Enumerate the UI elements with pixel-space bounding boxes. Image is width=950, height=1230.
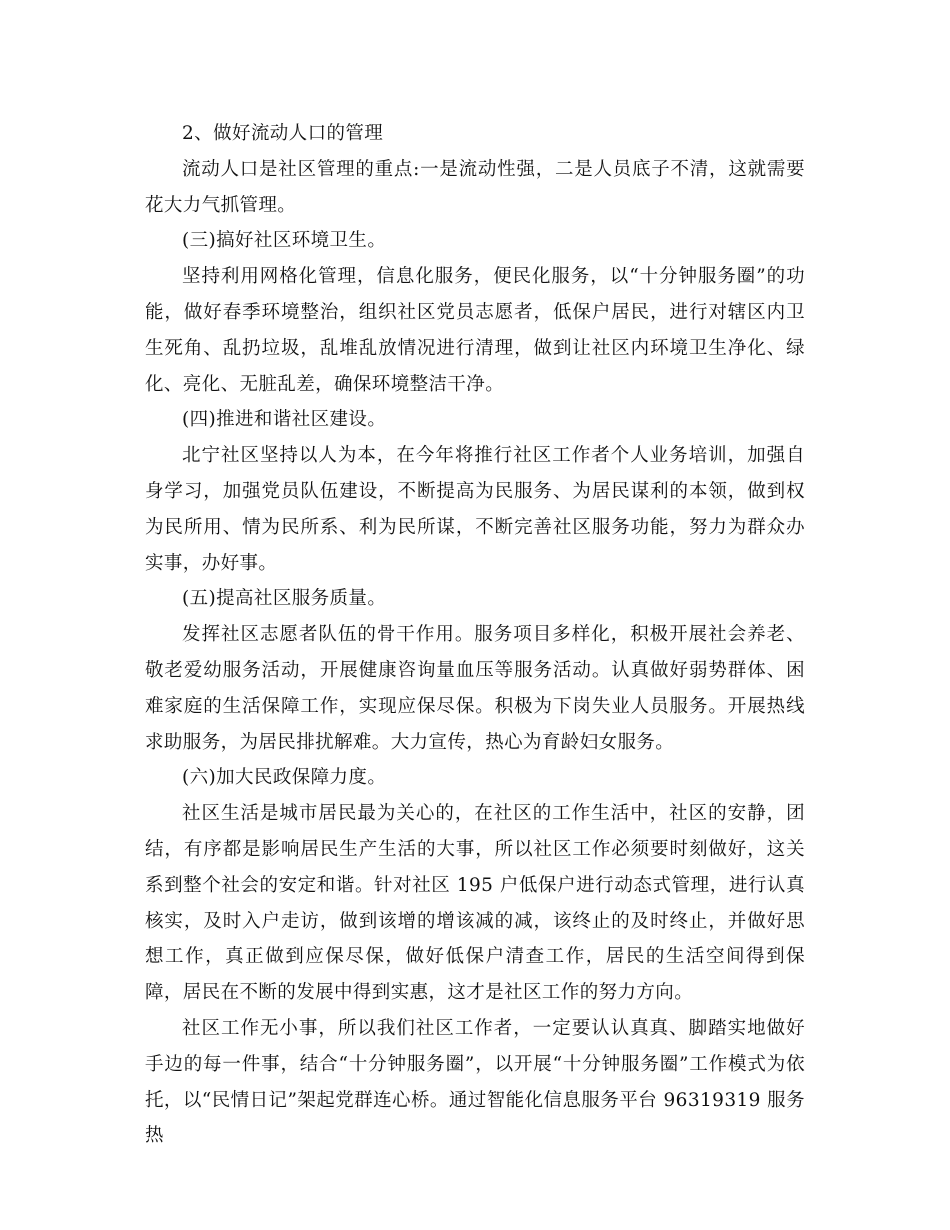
paragraph-harmonious-community: 北宁社区坚持以人为本，在今年将推行社区工作者个人业务培训，加强自身学习，加强党员队伍建设，不断提高为民服务、为居民谋利的本领，做到权为民所用、情为民所系、利为民所谋，不断完善社区服务功能，努力为群众办实事，办好事。 [145,445,805,574]
document-body [145,116,805,1154]
paragraph-service-quality: 发挥社区志愿者队伍的骨干作用。服务项目多样化，积极开展社会养老、敬老爱幼服务活动，开展健康咨询量血压等服务活动。认真做好弱势群体、困难家庭的生活保障工作，实现应保尽保。积极为下岗失业人员服务。开展热线求助服务，为居民排扰解难。大力宣传，热心为育龄妇女服务。 [145,624,805,753]
section-heading-floating-population: 2、做好流动人口的管理 [182,123,384,144]
section-heading-service-quality: (五)提高社区服务质量。 [182,588,387,610]
paragraph-civil-affairs: 社区生活是城市居民最为关心的，在社区的工作生活中，社区的安静，团结，有序都是影响居民生产生活的大事，所以社区工作必须要时刻做好，这关系到整个社会的安定和谐。针对社区 195 户低保户进行动态式管理，进行认真核实，及时入户走访，做到该增的增该减的减，该终止的及时终止，并做好思想工作，真正做到应保尽保，做好低保户清查工作，居民的生活空间得到保障，居民在不断的发展中得到实惠，这才是社区工作的努力方向。 [145,803,805,1004]
section-heading-civil-affairs: (六)加大民政保障力度。 [182,767,387,789]
paragraph-floating-population: 流动人口是社区管理的重点:一是流动性强，二是人员底子不清，这就需要花大力气抓管理。 [145,158,805,216]
section-heading-environment: (三)搞好社区环境卫生。 [182,230,387,252]
section-heading-harmonious-community: (四)推进和谐社区建设。 [182,409,387,431]
paragraph-environment: 坚持利用网格化管理，信息化服务，便民化服务，以“十分钟服务圈”的功能，做好春季环境整治，组织社区党员志愿者，低保户居民，进行对辖区内卫生死角、乱扔垃圾，乱堆乱放情况进行清理，做到让社区内环境卫生净化、绿化、亮化、无脏乱差，确保环境整洁干净。 [145,266,805,395]
paragraph-community-work: 社区工作无小事，所以我们社区工作者，一定要认认真真、脚踏实地做好手边的每一件事，结合“十分钟服务圈”，以开展“十分钟服务圈”工作模式为依托，以“民情日记”架起党群连心桥。通过智能化信息服务平台 96319319 服务热 [145,1017,805,1147]
